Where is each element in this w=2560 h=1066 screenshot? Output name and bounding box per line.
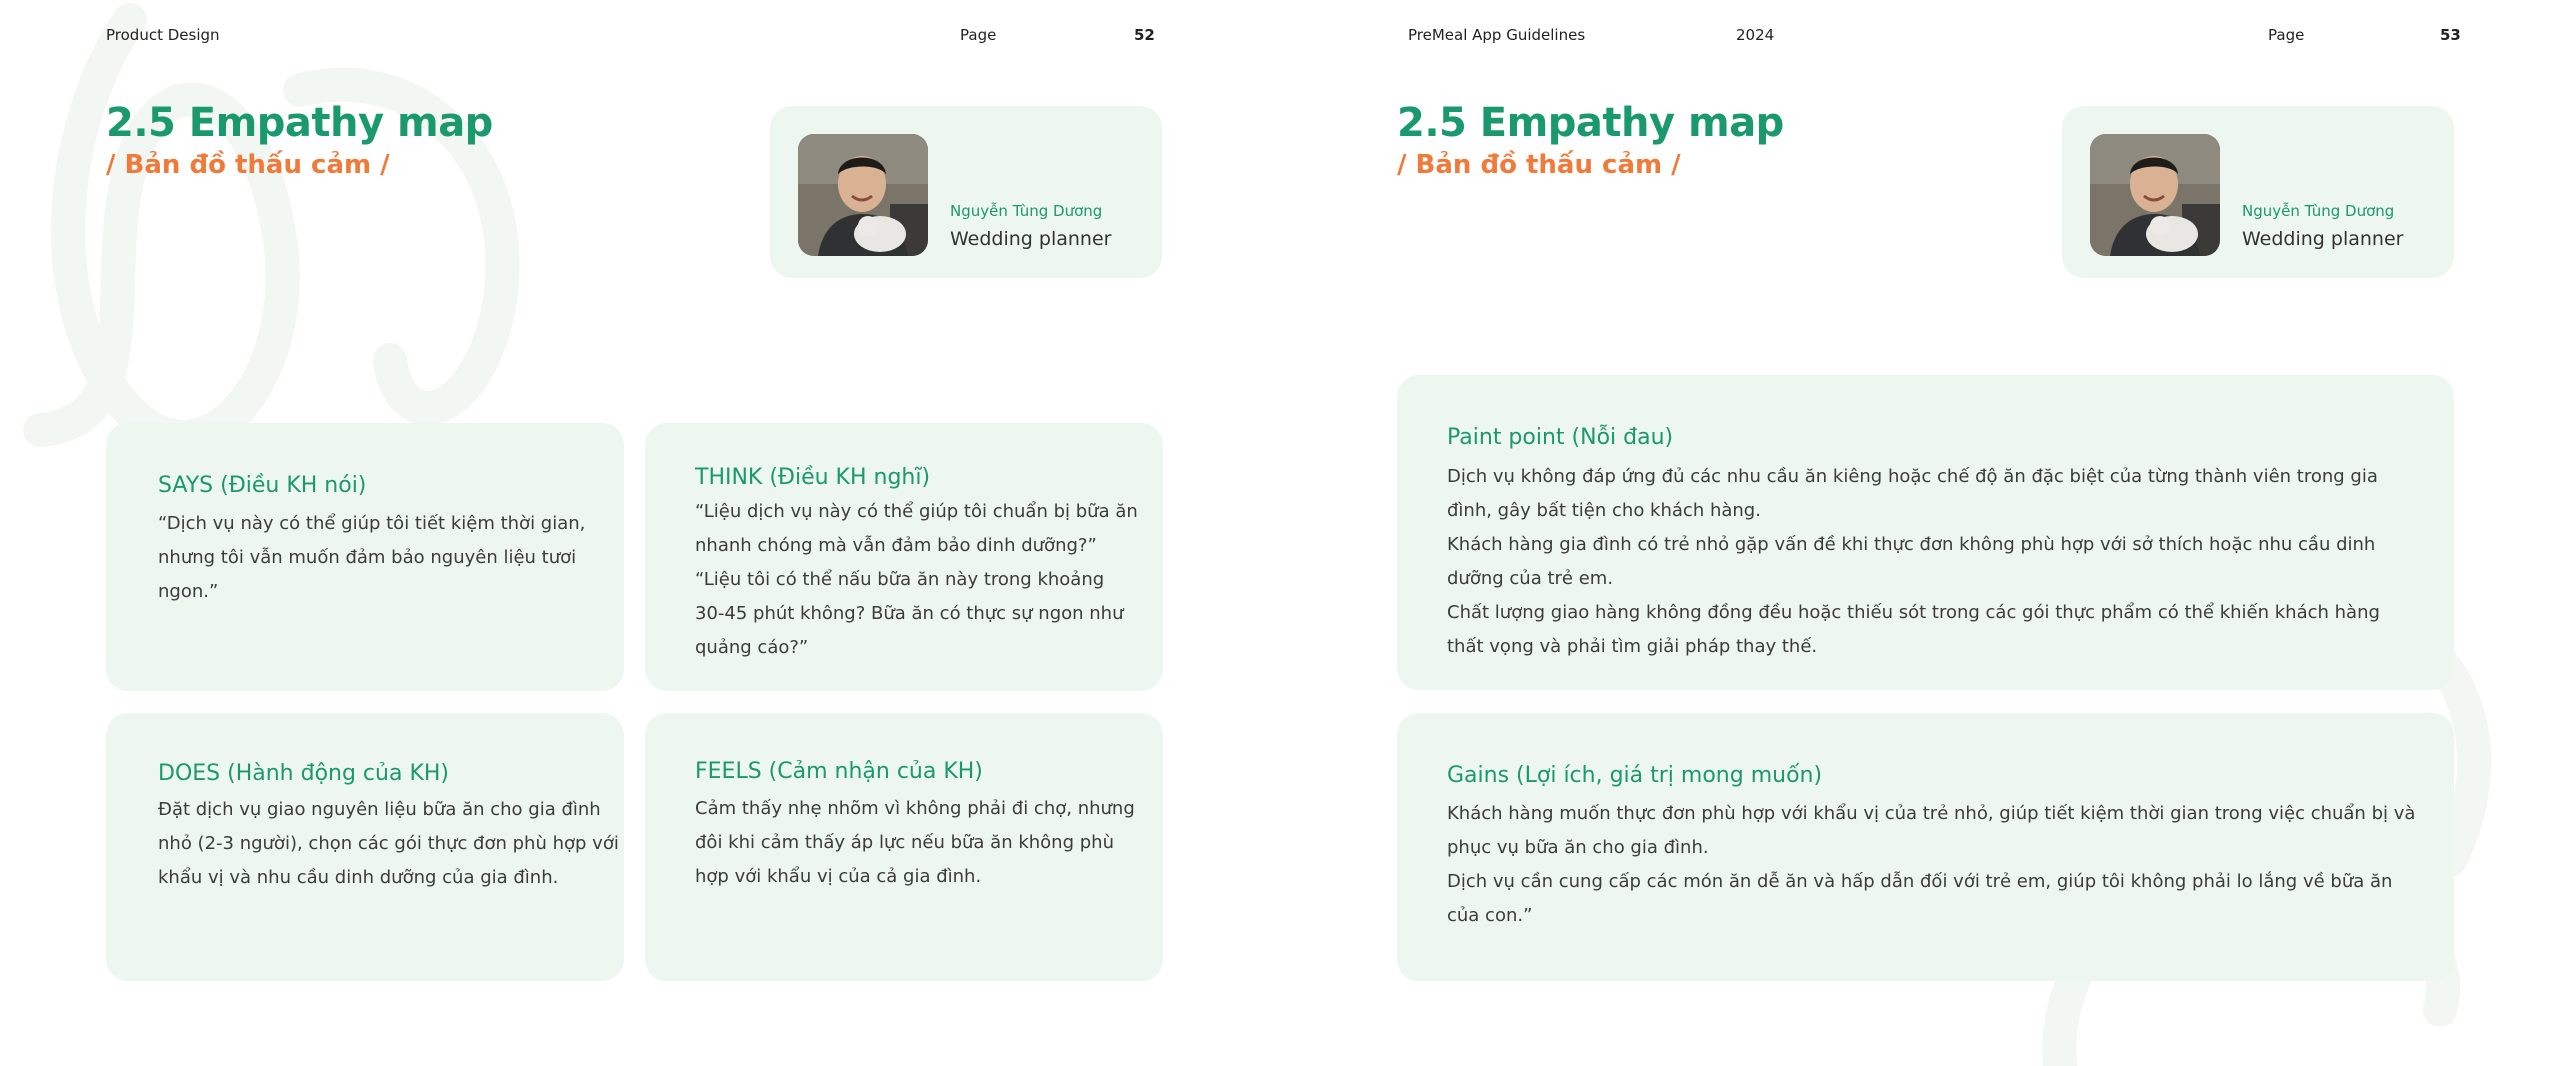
says-text	[158, 507, 585, 609]
text-line: ngon.”	[158, 581, 219, 602]
gains-card	[1397, 713, 2454, 981]
text-line: nhưng tôi vẫn muốn đảm bảo nguyên liệu tươi	[158, 547, 577, 568]
text-line: khẩu vị và nhu cầu dinh dưỡng của gia đình.	[158, 867, 559, 888]
think-card	[645, 423, 1163, 691]
text-line: thất vọng và phải tìm giải pháp thay thế.	[1447, 636, 1818, 657]
page-label: Page	[960, 26, 997, 44]
page-number: 52	[1134, 26, 1155, 44]
persona-card	[770, 106, 1162, 278]
persona-name: Nguyễn Tùng Dương	[2242, 202, 2395, 220]
gains-title: Gains (Lợi ích, giá trị mong muốn)	[1447, 763, 1823, 788]
feels-title: FEELS (Cảm nhận của KH)	[695, 759, 983, 784]
persona-role: Wedding planner	[950, 228, 1112, 250]
text-line: Đặt dịch vụ giao nguyên liệu bữa ăn cho gia đình	[158, 799, 601, 820]
feels-text	[695, 792, 1135, 894]
does-title: DOES (Hành động của KH)	[158, 761, 449, 786]
page-number: 53	[2440, 26, 2461, 44]
persona-card	[2062, 106, 2454, 278]
header-section-label: Product Design	[106, 26, 220, 44]
persona-name: Nguyễn Tùng Dương	[950, 202, 1103, 220]
page-title: 2.5 Empathy map	[106, 100, 493, 146]
text-line: “Liệu tôi có thể nấu bữa ăn này trong khoảng	[695, 569, 1105, 590]
text-line: Chất lượng giao hàng không đồng đều hoặc thiếu sót trong các gói thực phẩm có thể khiến khách hàng	[1447, 602, 2380, 623]
pain-point-text	[1447, 460, 2380, 664]
text-line: “Liệu dịch vụ này có thể giúp tôi chuẩn bị bữa ăn	[695, 501, 1138, 522]
text-line: “Dịch vụ này có thể giúp tôi tiết kiệm thời gian,	[158, 513, 586, 534]
persona-role: Wedding planner	[2242, 228, 2404, 250]
page-label: Page	[2268, 26, 2305, 44]
header-year: 2024	[1736, 26, 1775, 44]
text-line: dưỡng của trẻ em.	[1447, 568, 1614, 589]
text-line: Dịch vụ cần cung cấp các món ăn dễ ăn và hấp dẫn đối với trẻ em, giúp tôi không phải lo lắng về bữa ăn	[1447, 871, 2393, 892]
says-title: SAYS (Điều KH nói)	[158, 473, 367, 498]
header-guide-label: PreMeal App Guidelines	[1408, 26, 1586, 44]
page-subtitle: / Bản đồ thấu cảm /	[106, 150, 390, 180]
page-title: 2.5 Empathy map	[1397, 100, 1784, 146]
text-line: quảng cáo?”	[695, 637, 809, 658]
does-card	[106, 713, 624, 981]
text-line: 30-45 phút không? Bữa ăn có thực sự ngon như	[695, 603, 1124, 624]
text-line: của con.”	[1447, 905, 1533, 926]
think-title: THINK (Điều KH nghĩ)	[695, 465, 931, 490]
page-subtitle: / Bản đồ thấu cảm /	[1397, 150, 1681, 180]
does-text	[158, 793, 619, 895]
text-line: phục vụ bữa ăn cho gia đình.	[1447, 837, 1709, 858]
pain-point-card	[1397, 375, 2454, 690]
avatar	[798, 134, 928, 256]
says-card	[106, 423, 624, 691]
pain-point-title: Paint point (Nỗi đau)	[1447, 425, 1674, 450]
avatar	[2090, 134, 2220, 256]
text-line: Dịch vụ không đáp ứng đủ các nhu cầu ăn kiêng hoặc chế độ ăn đặc biệt của từng thành viên trong gia	[1447, 466, 2378, 487]
text-line: hợp với khẩu vị của cả gia đình.	[695, 866, 982, 887]
think-text	[695, 495, 1138, 665]
text-line: Khách hàng gia đình có trẻ nhỏ gặp vấn đề khi thực đơn không phù hợp với sở thích hoặc nhu cầu dinh	[1447, 534, 2376, 555]
text-line: đình, gây bất tiện cho khách hàng.	[1447, 500, 1761, 521]
feels-card	[645, 713, 1163, 981]
text-line: Khách hàng muốn thực đơn phù hợp với khẩu vị của trẻ nhỏ, giúp tiết kiệm thời gian trong việc chuẩn bị và	[1447, 803, 2416, 824]
text-line: đôi khi cảm thấy áp lực nếu bữa ăn không phù	[695, 832, 1114, 853]
text-line: nhanh chóng mà vẫn đảm bảo dinh dưỡng?”	[695, 535, 1097, 556]
text-line: Cảm thấy nhẹ nhõm vì không phải đi chợ, nhưng	[695, 798, 1135, 819]
gains-text	[1447, 797, 2415, 933]
text-line: nhỏ (2-3 người), chọn các gói thực đơn phù hợp với	[158, 833, 619, 854]
right-page	[1280, 0, 2560, 1066]
